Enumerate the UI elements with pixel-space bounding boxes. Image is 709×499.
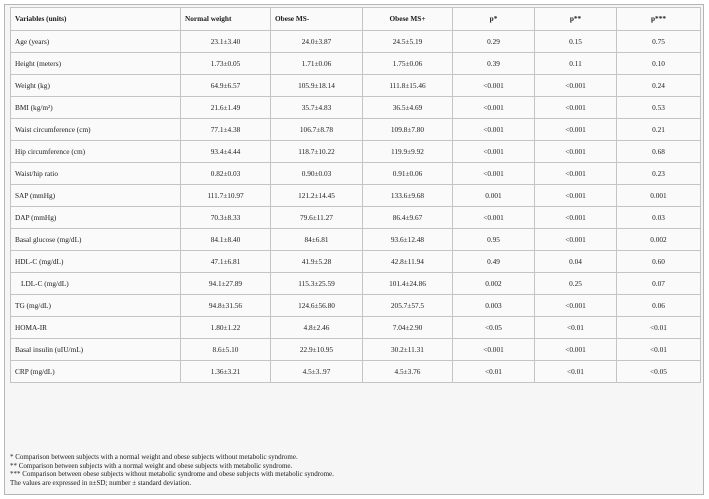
p-value-cell: <0.05 [453, 317, 535, 339]
p-value-cell: 0.29 [453, 31, 535, 53]
p-value-cell: <0.001 [453, 339, 535, 361]
value-cell: 24.0±3.87 [271, 31, 363, 53]
value-cell: 115.3±25.59 [271, 273, 363, 295]
p-value-cell: <0.01 [453, 361, 535, 383]
p-value-cell: <0.001 [535, 185, 617, 207]
row-label: Waist circumference (cm) [11, 119, 181, 141]
p-value-cell: 0.15 [535, 31, 617, 53]
header-p3: p*** [617, 8, 701, 31]
p-value-cell: <0.001 [535, 75, 617, 97]
value-cell: 64.9±6.57 [181, 75, 271, 97]
value-cell: 23.1±3.40 [181, 31, 271, 53]
p-value-cell: <0.01 [617, 339, 701, 361]
p-value-cell: 0.11 [535, 53, 617, 75]
row-label: DAP (mmHg) [11, 207, 181, 229]
table-row [11, 31, 701, 53]
footnotes [10, 453, 698, 487]
value-cell: 41.9±5.28 [271, 251, 363, 273]
p-value-cell: <0.01 [617, 317, 701, 339]
value-cell: 4.5±3.76 [363, 361, 453, 383]
table-row [11, 141, 701, 163]
value-cell: 118.7±10.22 [271, 141, 363, 163]
value-cell: 30.2±11.31 [363, 339, 453, 361]
p-value-cell: 0.002 [453, 273, 535, 295]
row-label: Basal glucose (mg/dL) [11, 229, 181, 251]
value-cell: 22.9±10.95 [271, 339, 363, 361]
value-cell: 111.7±10.97 [181, 185, 271, 207]
p-value-cell: 0.53 [617, 97, 701, 119]
value-cell: 42.8±11.94 [363, 251, 453, 273]
header-obese-ms-plus: Obese MS+ [363, 8, 453, 31]
p-value-cell: 0.07 [617, 273, 701, 295]
table-row [11, 163, 701, 185]
value-cell: 94.8±31.56 [181, 295, 271, 317]
table-row [11, 361, 701, 383]
value-cell: 205.7±57.5 [363, 295, 453, 317]
value-cell: 1.75±0.06 [363, 53, 453, 75]
p-value-cell: <0.001 [453, 141, 535, 163]
table-row [11, 97, 701, 119]
row-label: HOMA-IR [11, 317, 181, 339]
footnote: *** Comparison between obese subjects without metabolic syndrome and obese subjects with metabolic syndrome. [10, 470, 334, 479]
value-cell: 1.36±3.21 [181, 361, 271, 383]
p-value-cell: <0.001 [535, 141, 617, 163]
value-cell: 1.73±0.05 [181, 53, 271, 75]
table-container [4, 4, 704, 495]
p-value-cell: 0.23 [617, 163, 701, 185]
p-value-cell: <0.001 [453, 163, 535, 185]
p-value-cell: <0.001 [535, 229, 617, 251]
p-value-cell: 0.001 [453, 185, 535, 207]
value-cell: 119.9±9.92 [363, 141, 453, 163]
p-value-cell: <0.01 [535, 361, 617, 383]
p-value-cell: 0.95 [453, 229, 535, 251]
value-cell: 1.71±0.06 [271, 53, 363, 75]
p-value-cell: <0.001 [535, 339, 617, 361]
value-cell: 8.6±5.10 [181, 339, 271, 361]
row-label: TG (mg/dL) [11, 295, 181, 317]
value-cell: 121.2±14.45 [271, 185, 363, 207]
p-value-cell: <0.001 [535, 97, 617, 119]
footnote: The values are expressed in n±SD; number ± standard deviation. [10, 478, 192, 487]
table-row [11, 229, 701, 251]
p-value-cell: <0.001 [453, 97, 535, 119]
value-cell: 106.7±8.78 [271, 119, 363, 141]
value-cell: 4.5±3..97 [271, 361, 363, 383]
row-label: Age (years) [11, 31, 181, 53]
value-cell: 124.6±56.80 [271, 295, 363, 317]
p-value-cell: 0.39 [453, 53, 535, 75]
value-cell: 84±6.81 [271, 229, 363, 251]
value-cell: 86.4±9.67 [363, 207, 453, 229]
header-normal-weight: Normal weight [181, 8, 271, 31]
row-label: CRP (mg/dL) [11, 361, 181, 383]
header-p1: p* [453, 8, 535, 31]
value-cell: 36.5±4.69 [363, 97, 453, 119]
p-value-cell: 0.49 [453, 251, 535, 273]
p-value-cell: <0.01 [535, 317, 617, 339]
value-cell: 101.4±24.86 [363, 273, 453, 295]
footnote: * Comparison between subjects with a normal weight and obese subjects without metabolic syndrome. [10, 453, 298, 461]
value-cell: 84.1±8.40 [181, 229, 271, 251]
table-row [11, 207, 701, 229]
header-p2: p** [535, 8, 617, 31]
header-variables: Variables (units) [11, 8, 181, 31]
data-table [10, 7, 701, 383]
value-cell: 109.8±7.80 [363, 119, 453, 141]
value-cell: 24.5±5.19 [363, 31, 453, 53]
p-value-cell: 0.24 [617, 75, 701, 97]
value-cell: 0.82±0.03 [181, 163, 271, 185]
value-cell: 105.9±18.14 [271, 75, 363, 97]
p-value-cell: 0.75 [617, 31, 701, 53]
p-value-cell: <0.001 [453, 119, 535, 141]
p-value-cell: 0.21 [617, 119, 701, 141]
p-value-cell: 0.03 [617, 207, 701, 229]
row-label: HDL-C (mg/dL) [11, 251, 181, 273]
row-label: Height (meters) [11, 53, 181, 75]
p-value-cell: <0.001 [535, 207, 617, 229]
value-cell: 4.8±2.46 [271, 317, 363, 339]
table-row [11, 53, 701, 75]
row-label: Hip circumference (cm) [11, 141, 181, 163]
p-value-cell: 0.25 [535, 273, 617, 295]
table-row [11, 339, 701, 361]
p-value-cell: <0.001 [453, 207, 535, 229]
row-label: BMI (kg/m²) [11, 97, 181, 119]
p-value-cell: 0.002 [617, 229, 701, 251]
row-label: SAP (mmHg) [11, 185, 181, 207]
p-value-cell: 0.04 [535, 251, 617, 273]
p-value-cell: 0.001 [617, 185, 701, 207]
p-value-cell: 0.06 [617, 295, 701, 317]
value-cell: 47.1±6.81 [181, 251, 271, 273]
value-cell: 35.7±4.83 [271, 97, 363, 119]
value-cell: 111.8±15.46 [363, 75, 453, 97]
row-label: LDL-C (mg/dL) [11, 273, 181, 295]
value-cell: 94.1±27.89 [181, 273, 271, 295]
p-value-cell: <0.05 [617, 361, 701, 383]
p-value-cell: <0.001 [453, 75, 535, 97]
p-value-cell: 0.10 [617, 53, 701, 75]
value-cell: 77.1±4.38 [181, 119, 271, 141]
value-cell: 7.04±2.90 [363, 317, 453, 339]
row-label: Waist/hip ratio [11, 163, 181, 185]
p-value-cell: 0.003 [453, 295, 535, 317]
row-label: Basal insulin (uIU/mL) [11, 339, 181, 361]
p-value-cell: <0.001 [535, 163, 617, 185]
value-cell: 0.90±0.03 [271, 163, 363, 185]
value-cell: 79.6±11.27 [271, 207, 363, 229]
table-row [11, 317, 701, 339]
value-cell: 0.91±0.06 [363, 163, 453, 185]
p-value-cell: <0.001 [535, 119, 617, 141]
table-row [11, 251, 701, 273]
p-value-cell: 0.68 [617, 141, 701, 163]
header-obese-ms-minus: Obese MS- [271, 8, 363, 31]
table-row [11, 295, 701, 317]
table-row [11, 75, 701, 97]
value-cell: 133.6±9.68 [363, 185, 453, 207]
table-body [11, 31, 701, 383]
table-row [11, 185, 701, 207]
value-cell: 93.4±4.44 [181, 141, 271, 163]
table-row [11, 273, 701, 295]
p-value-cell: <0.001 [535, 295, 617, 317]
value-cell: 1.80±1.22 [181, 317, 271, 339]
row-label: Weight (kg) [11, 75, 181, 97]
footnote: ** Comparison between subjects with a normal weight and obese subjects with metabolic syndrome. [10, 461, 293, 470]
table-row [11, 119, 701, 141]
value-cell: 70.3±8.33 [181, 207, 271, 229]
value-cell: 93.6±12.48 [363, 229, 453, 251]
value-cell: 21.6±1.49 [181, 97, 271, 119]
header-row [11, 8, 701, 31]
p-value-cell: 0.60 [617, 251, 701, 273]
